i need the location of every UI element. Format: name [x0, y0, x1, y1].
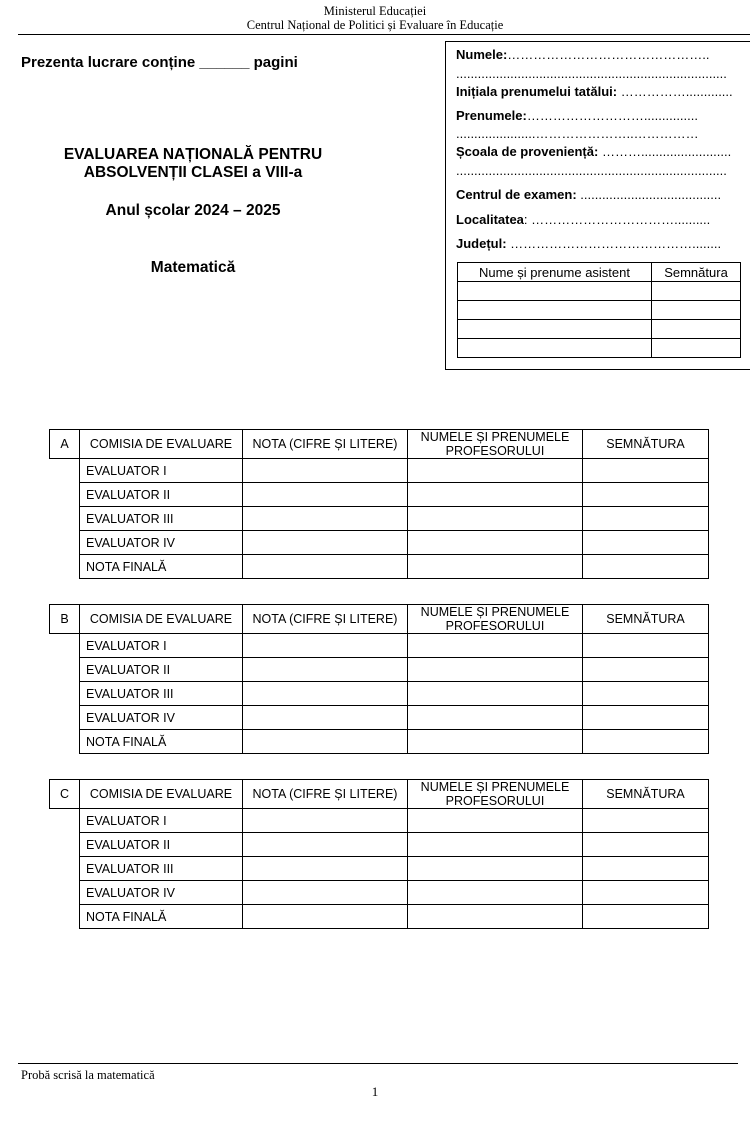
teacher-name-header	[408, 780, 583, 809]
evaluator-label: EVALUATOR II	[80, 483, 243, 507]
assistant-name-cell[interactable]	[458, 301, 652, 320]
evaluation-table-a	[49, 429, 709, 579]
evaluator-label: EVALUATOR IV	[80, 881, 243, 905]
assistant-signature-cell[interactable]	[652, 320, 741, 339]
table-row	[50, 459, 709, 483]
grade-cell[interactable]	[243, 881, 408, 905]
teacher-name-cell[interactable]	[408, 682, 583, 706]
name-field-continued[interactable]: ...........................................................................	[456, 66, 727, 81]
exam-center-field[interactable]	[456, 187, 746, 202]
signature-cell[interactable]	[583, 730, 709, 754]
exam-title-line1: EVALUAREA NAȚIONALĂ PENTRU	[63, 146, 323, 163]
pages-count-line: Prezenta lucrare conține ______ pagini	[21, 54, 298, 71]
signature-cell[interactable]	[583, 833, 709, 857]
page-number: 1	[371, 1084, 379, 1099]
locality-dots: : ……………………………..........	[523, 212, 711, 227]
signature-cell[interactable]	[583, 682, 709, 706]
signature-cell[interactable]	[583, 483, 709, 507]
signature-cell[interactable]	[583, 905, 709, 929]
table-row	[458, 301, 741, 320]
ministry-name: Ministerul Educației	[323, 4, 427, 18]
section-letter: A	[50, 430, 80, 459]
teacher-name-header	[408, 430, 583, 459]
teacher-name-cell[interactable]	[408, 730, 583, 754]
table-row	[50, 507, 709, 531]
first-name-dots: ………………………...............	[526, 108, 698, 123]
teacher-name-header-line2: PROFESORULUI	[445, 794, 545, 808]
final-grade-label: NOTA FINALĂ	[80, 905, 243, 929]
table-row	[458, 282, 741, 301]
grade-cell[interactable]	[243, 833, 408, 857]
teacher-name-cell[interactable]	[408, 833, 583, 857]
evaluator-label: EVALUATOR I	[80, 459, 243, 483]
assistant-signature-header: Semnătura	[652, 263, 741, 282]
evaluator-label: EVALUATOR I	[80, 809, 243, 833]
teacher-name-cell[interactable]	[408, 459, 583, 483]
grade-cell[interactable]	[243, 730, 408, 754]
teacher-name-header-line1: NUMELE ȘI PRENUMELE	[420, 605, 570, 619]
teacher-name-cell[interactable]	[408, 881, 583, 905]
section-letter: C	[50, 780, 80, 809]
locality-field[interactable]	[456, 212, 746, 227]
table-row	[50, 483, 709, 507]
candidate-identity-box	[445, 41, 750, 370]
table-row	[50, 881, 709, 905]
assistants-table	[457, 262, 741, 358]
grade-cell[interactable]	[243, 531, 408, 555]
table-row	[50, 809, 709, 833]
grade-header: NOTA (CIFRE ȘI LITERE)	[243, 605, 408, 634]
teacher-name-cell[interactable]	[408, 531, 583, 555]
signature-header: SEMNĂTURA	[583, 780, 709, 809]
table-row	[50, 531, 709, 555]
signature-cell[interactable]	[583, 555, 709, 579]
grade-cell[interactable]	[243, 634, 408, 658]
name-label: Numele:	[456, 47, 508, 62]
table-row	[50, 905, 709, 929]
signature-cell[interactable]	[583, 857, 709, 881]
final-grade-label: NOTA FINALĂ	[80, 555, 243, 579]
teacher-name-header-line1: NUMELE ȘI PRENUMELE	[420, 430, 570, 444]
footer-text: Probă scrisă la matematică	[21, 1068, 155, 1082]
grade-cell[interactable]	[243, 857, 408, 881]
father-initial-field[interactable]	[456, 84, 746, 99]
name-field[interactable]	[456, 47, 746, 62]
section-letter: B	[50, 605, 80, 634]
subject-title: Matematică	[150, 259, 236, 276]
evaluation-table-c	[49, 779, 709, 929]
signature-cell[interactable]	[583, 634, 709, 658]
teacher-name-header-line2: PROFESORULUI	[445, 444, 545, 458]
table-row	[50, 857, 709, 881]
school-field-continued[interactable]: ...........................................................................	[456, 163, 727, 178]
center-name: Centrul Național de Politici și Evaluare în Educație	[246, 18, 504, 32]
evaluator-label: EVALUATOR IV	[80, 706, 243, 730]
evaluator-label: EVALUATOR III	[80, 507, 243, 531]
commission-header: COMISIA DE EVALUARE	[80, 430, 243, 459]
assistant-name-cell[interactable]	[458, 339, 652, 358]
school-field[interactable]	[456, 144, 746, 159]
first-name-label: Prenumele:	[456, 108, 527, 123]
assistant-name-header: Nume și prenume asistent	[458, 263, 652, 282]
grade-cell[interactable]	[243, 507, 408, 531]
exam-title	[38, 146, 348, 182]
commission-header: COMISIA DE EVALUARE	[80, 605, 243, 634]
assistant-signature-cell[interactable]	[652, 301, 741, 320]
teacher-name-cell[interactable]	[408, 483, 583, 507]
county-label: Județul:	[456, 236, 507, 251]
grade-cell[interactable]	[243, 555, 408, 579]
evaluator-label: EVALUATOR II	[80, 833, 243, 857]
assistant-signature-cell[interactable]	[652, 282, 741, 301]
footer-divider	[18, 1063, 738, 1064]
teacher-name-cell[interactable]	[408, 555, 583, 579]
teacher-name-cell[interactable]	[408, 809, 583, 833]
grade-cell[interactable]	[243, 483, 408, 507]
school-label: Școala de proveniență:	[456, 144, 599, 159]
assistant-name-cell[interactable]	[458, 282, 652, 301]
evaluator-label: EVALUATOR IV	[80, 531, 243, 555]
grade-cell[interactable]	[243, 682, 408, 706]
exam-center-dots: .......................................	[576, 187, 722, 202]
exam-title-line2: ABSOLVENȚII CLASEI a VIII-a	[83, 164, 303, 181]
commission-header: COMISIA DE EVALUARE	[80, 780, 243, 809]
teacher-name-header-line2: PROFESORULUI	[445, 619, 545, 633]
table-row	[458, 339, 741, 358]
document-header	[0, 4, 750, 32]
locality-label: Localitatea	[456, 212, 524, 227]
county-field[interactable]	[456, 236, 746, 251]
teacher-name-cell[interactable]	[408, 857, 583, 881]
grade-header: NOTA (CIFRE ȘI LITERE)	[243, 780, 408, 809]
evaluator-label: EVALUATOR III	[80, 682, 243, 706]
signature-header: SEMNĂTURA	[583, 430, 709, 459]
signature-cell[interactable]	[583, 706, 709, 730]
grade-cell[interactable]	[243, 658, 408, 682]
table-row	[50, 682, 709, 706]
table-row	[50, 634, 709, 658]
teacher-name-header-line1: NUMELE ȘI PRENUMELE	[420, 780, 570, 794]
evaluator-label: EVALUATOR III	[80, 857, 243, 881]
signature-cell[interactable]	[583, 531, 709, 555]
grade-header: NOTA (CIFRE ȘI LITERE)	[243, 430, 408, 459]
exam-center-label: Centrul de examen:	[456, 187, 577, 202]
teacher-name-cell[interactable]	[408, 507, 583, 531]
first-name-field[interactable]	[456, 108, 746, 123]
table-row	[50, 706, 709, 730]
grade-cell[interactable]	[243, 706, 408, 730]
grade-cell[interactable]	[243, 459, 408, 483]
grade-cell[interactable]	[243, 809, 408, 833]
county-dots: ……………………………………........	[506, 236, 722, 251]
grade-cell[interactable]	[243, 905, 408, 929]
school-year: Anul școlar 2024 – 2025	[105, 202, 281, 219]
first-name-field-continued[interactable]: ......................…………………..……………	[456, 126, 699, 141]
father-initial-dots: …………….............	[617, 84, 733, 99]
header-divider	[18, 34, 750, 35]
table-row	[458, 320, 741, 339]
teacher-name-cell[interactable]	[408, 634, 583, 658]
teacher-name-cell[interactable]	[408, 658, 583, 682]
teacher-name-cell[interactable]	[408, 706, 583, 730]
signature-cell[interactable]	[583, 658, 709, 682]
table-row	[50, 833, 709, 857]
assistant-name-cell[interactable]	[458, 320, 652, 339]
signature-header: SEMNĂTURA	[583, 605, 709, 634]
final-grade-label: NOTA FINALĂ	[80, 730, 243, 754]
teacher-name-cell[interactable]	[408, 905, 583, 929]
evaluation-table-b	[49, 604, 709, 754]
table-row	[50, 658, 709, 682]
table-row	[50, 730, 709, 754]
signature-cell[interactable]	[583, 459, 709, 483]
signature-cell[interactable]	[583, 507, 709, 531]
signature-cell[interactable]	[583, 809, 709, 833]
table-row	[50, 555, 709, 579]
father-initial-label: Inițiala prenumelui tatălui:	[456, 84, 618, 99]
evaluator-label: EVALUATOR I	[80, 634, 243, 658]
name-dots: ………………………………………..	[507, 47, 710, 62]
assistant-signature-cell[interactable]	[652, 339, 741, 358]
evaluator-label: EVALUATOR II	[80, 658, 243, 682]
signature-cell[interactable]	[583, 881, 709, 905]
school-dots: ……….........................	[598, 144, 732, 159]
teacher-name-header	[408, 605, 583, 634]
